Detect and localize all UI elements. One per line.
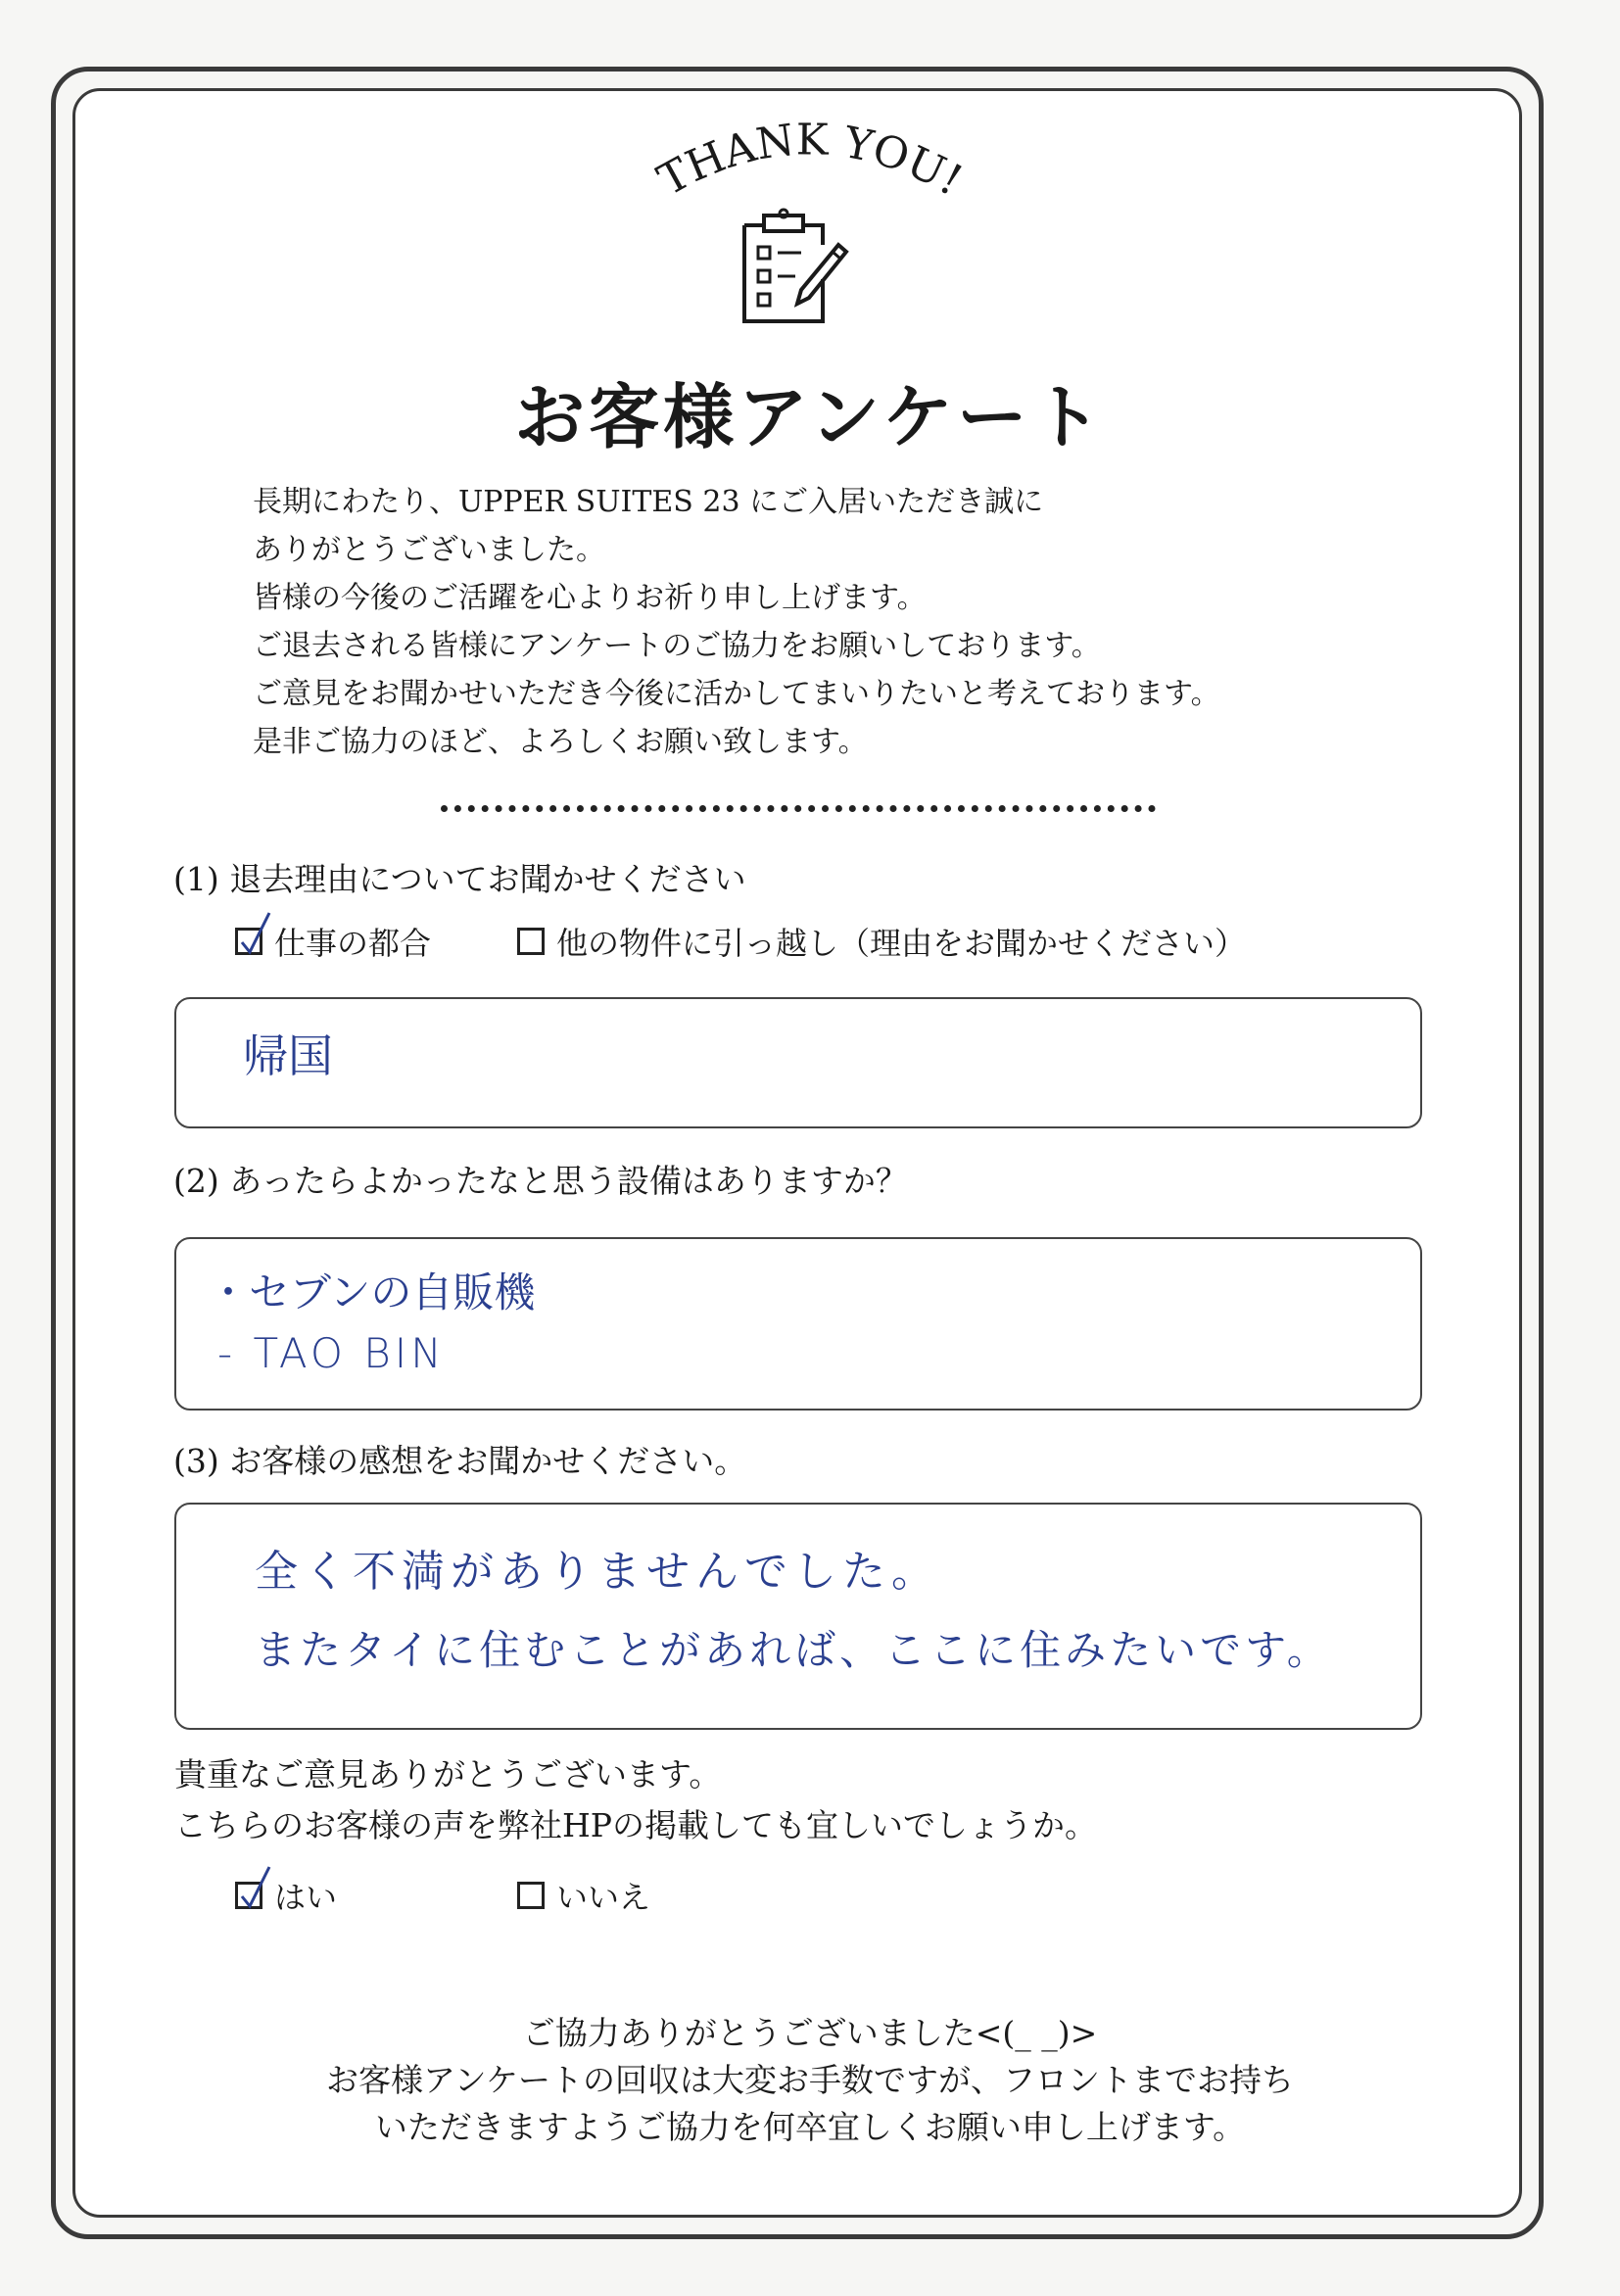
intro-text bbox=[253, 478, 1428, 766]
dotted-divider bbox=[441, 805, 1156, 812]
consent-question: こちらのお客様の声を弊社HPの掲載しても宜しいでしょうか。 bbox=[174, 1806, 1097, 1844]
checkmark-icon bbox=[236, 1865, 275, 1912]
answer-1-text: 帰国 bbox=[243, 1029, 333, 1082]
question-1-label: (1) 退去理由についてお聞かせください bbox=[173, 860, 746, 898]
question-3-label: (3) お客様の感想をお聞かせください。 bbox=[173, 1442, 747, 1480]
answer-2-line: ・セブンの自販機 bbox=[208, 1268, 536, 1316]
consent-option-label: はい bbox=[274, 1879, 338, 1916]
arc-text: THANK YOU! bbox=[649, 115, 971, 207]
q1-option-label: 他の物件に引っ越し（理由をお聞かせください） bbox=[556, 925, 1247, 962]
thanks-text: 貴重なご意見ありがとうございます。 bbox=[174, 1755, 722, 1794]
page-title: お客様アンケート bbox=[514, 375, 1106, 458]
answer-box-3[interactable] bbox=[174, 1503, 1422, 1730]
intro-line: 皆様の今後のご活躍を心よりお祈り申し上げます。 bbox=[253, 581, 927, 615]
intro-line: 是非ご協力のほど、よろしくお願い致します。 bbox=[253, 725, 868, 759]
consent-option-yes[interactable] bbox=[235, 1873, 337, 1918]
intro-line: ご退去される皆様にアンケートのご協力をお願いしております。 bbox=[253, 629, 1101, 663]
answer-3-line: またタイに住むことがあれば、ここに住みたいです。 bbox=[255, 1626, 1332, 1674]
q1-option-work[interactable] bbox=[235, 919, 431, 964]
consent-option-label: いいえ bbox=[556, 1879, 651, 1916]
answer-box-1[interactable] bbox=[174, 997, 1422, 1128]
intro-line: ありがとうございました。 bbox=[253, 533, 605, 567]
footer-line: お客様アンケートの回収は大変お手数ですが、フロントまでお持ち bbox=[325, 2061, 1295, 2099]
consent-option-no[interactable] bbox=[517, 1873, 650, 1918]
answer-3-line: 全く不満がありませんでした。 bbox=[255, 1547, 940, 1597]
checkbox-unchecked[interactable] bbox=[517, 928, 545, 955]
footer-line: ご協力ありがとうございました<(_ _)> bbox=[522, 2014, 1098, 2052]
footer-line: いただきますようご協力を何卒宜しくお願い申し上げます。 bbox=[374, 2108, 1246, 2146]
checkbox-checked[interactable] bbox=[235, 928, 262, 955]
intro-line: ご意見をお聞かせいただき今後に活かしてまいりたいと考えております。 bbox=[253, 677, 1220, 711]
footer-text bbox=[0, 2010, 1620, 2151]
question-2-label: (2) あったらよかったなと思う設備はありますか？ bbox=[173, 1162, 908, 1200]
checkmark-icon bbox=[236, 911, 275, 958]
clipboard-checklist-icon bbox=[737, 206, 854, 328]
checkbox-checked[interactable] bbox=[235, 1882, 262, 1909]
answer-2-line: - TAO BIN bbox=[217, 1329, 446, 1377]
answer-box-2[interactable] bbox=[174, 1237, 1422, 1411]
q1-option-move[interactable] bbox=[517, 919, 1246, 964]
checkbox-unchecked[interactable] bbox=[517, 1882, 545, 1909]
svg-text:THANK YOU! bbox=[650, 115, 971, 206]
q1-option-label: 仕事の都合 bbox=[274, 925, 432, 962]
intro-line: 長期にわたり、UPPER SUITES 23 にご入居いただき誠に bbox=[253, 485, 1044, 519]
